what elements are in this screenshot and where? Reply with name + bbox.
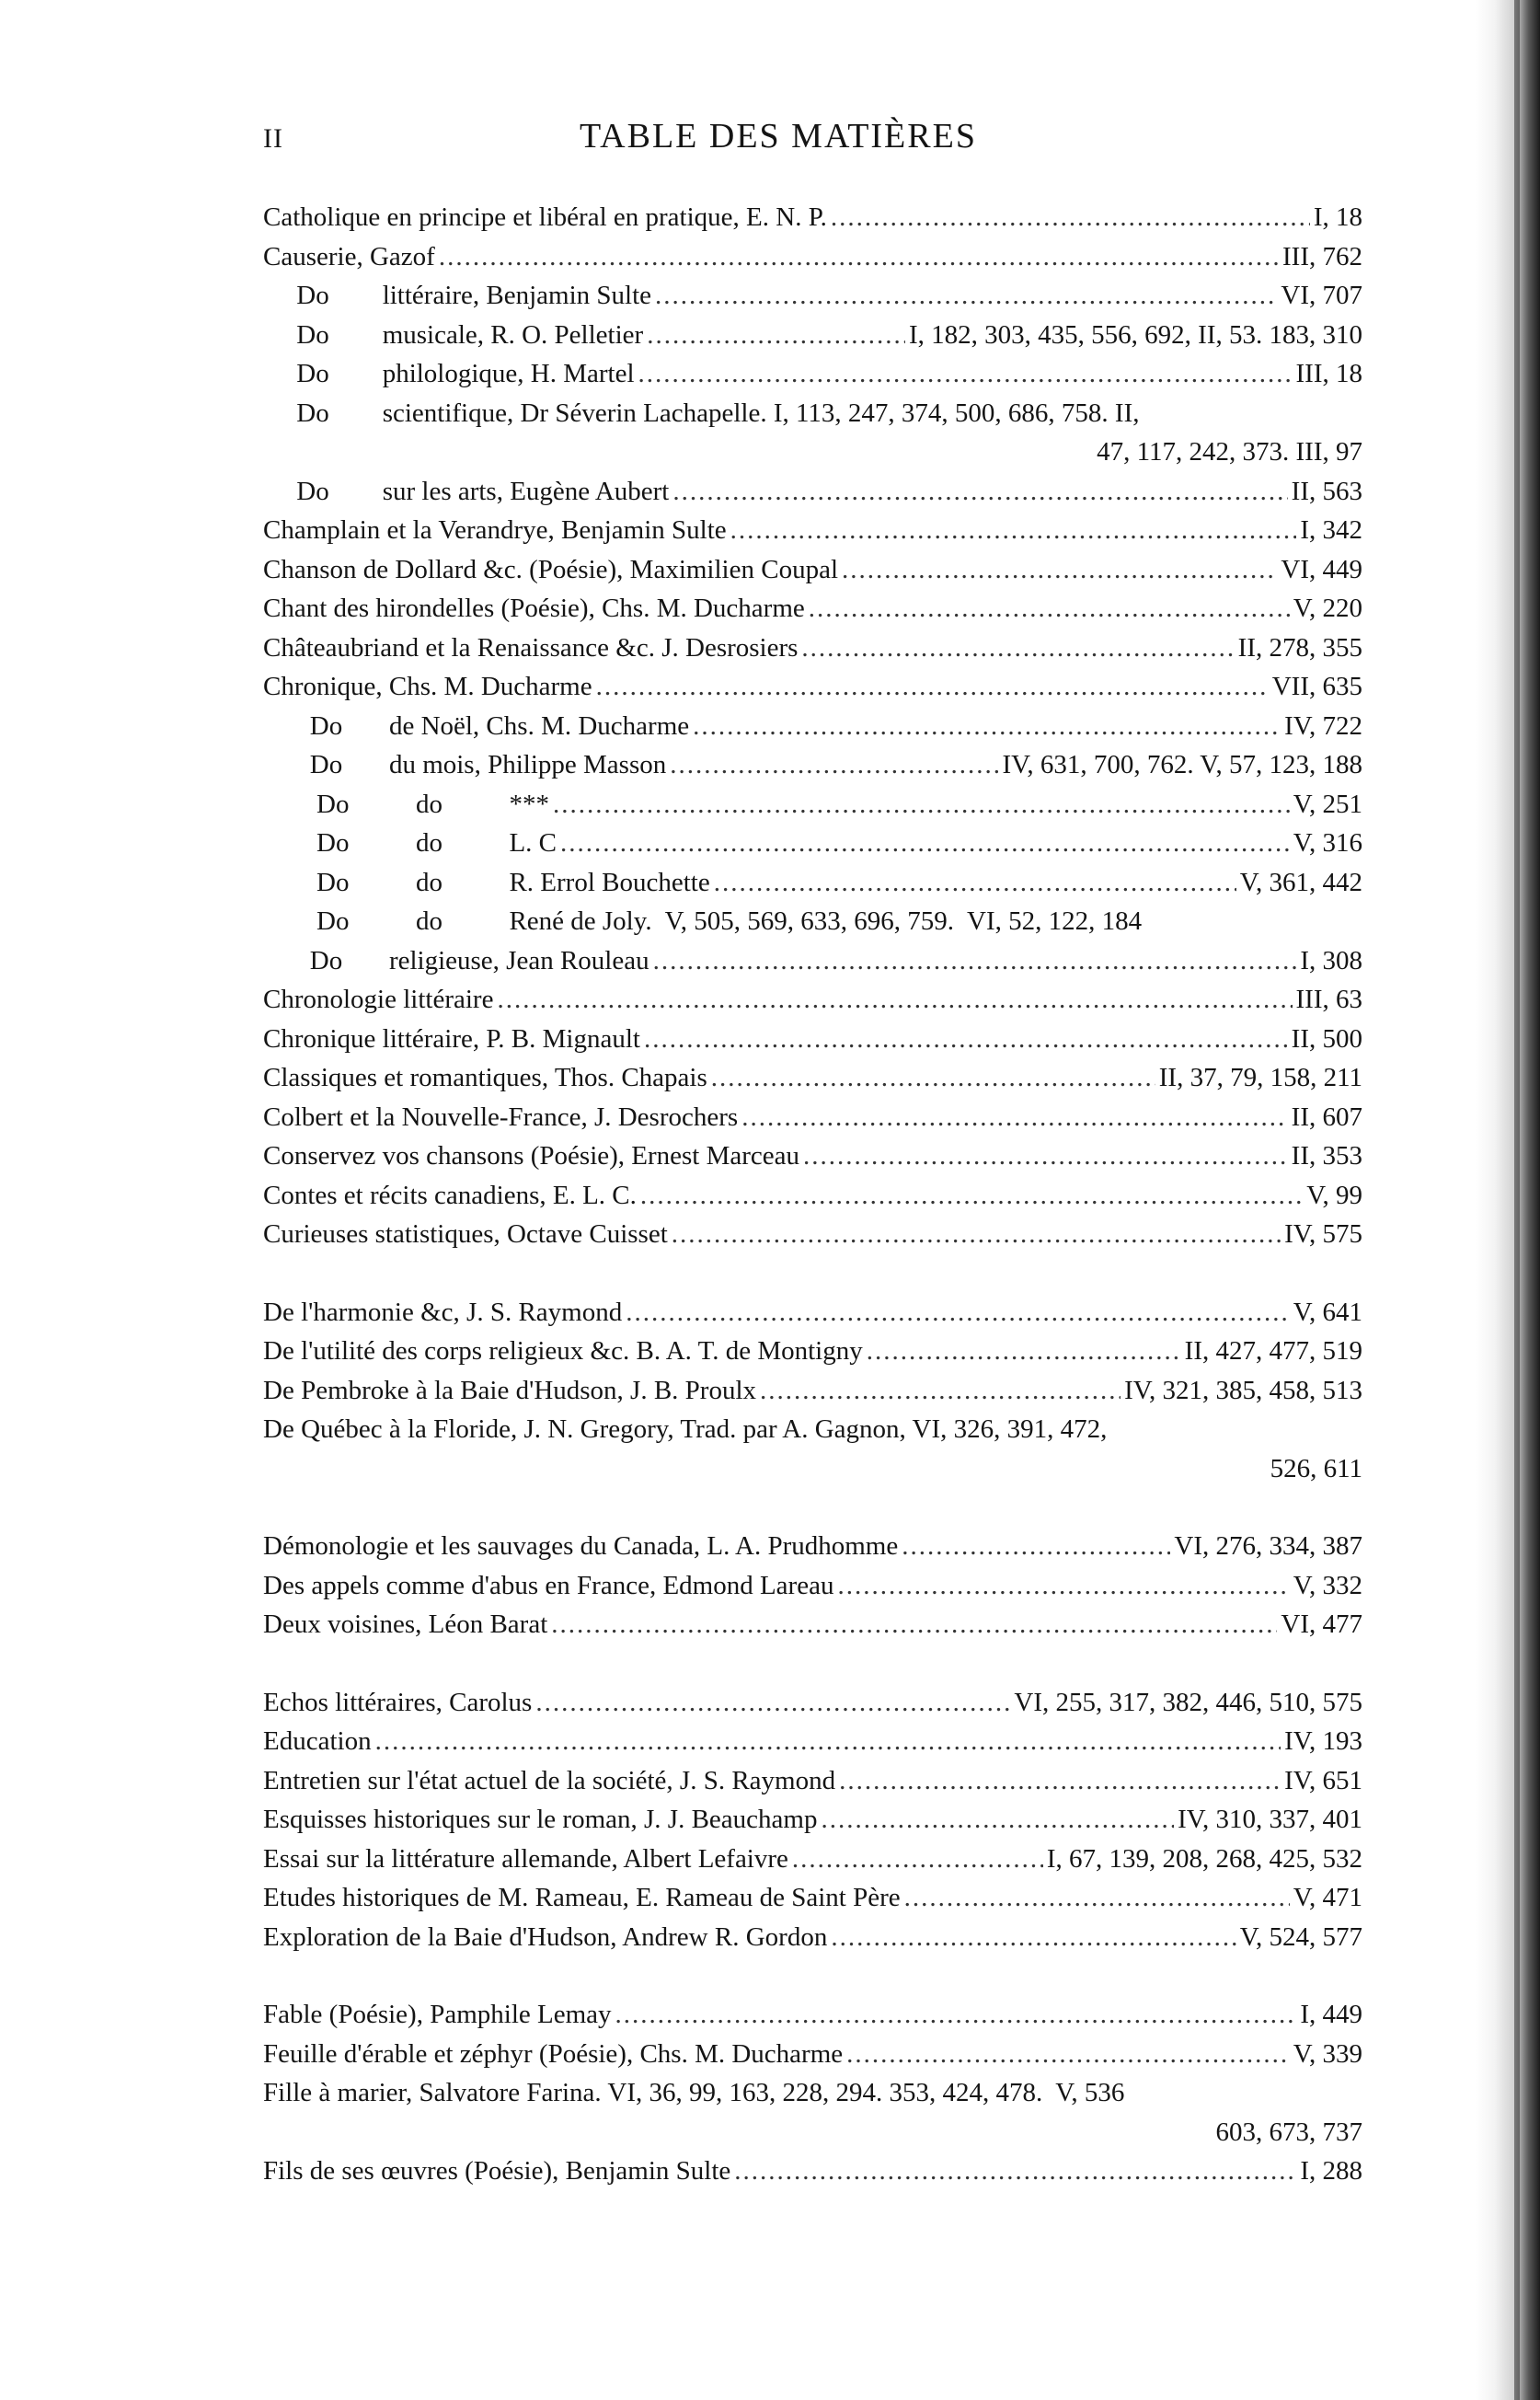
toc-entry — [263, 2035, 1362, 2074]
toc-entry-title: Fable (Poésie), Pamphile Lemay — [263, 2000, 612, 2029]
spine-edge — [1514, 0, 1520, 2400]
toc-entry-title: Deux voisines, Léon Barat — [263, 1610, 548, 1639]
toc-entry — [263, 472, 1362, 512]
toc-entry-title: Châteaubriand et la Renaissance &c. J. Desrosiers — [263, 632, 799, 663]
toc-entry-title: De l'utilité des corps religieux &c. B. A. T. de Montigny — [263, 1336, 863, 1366]
toc-entry-title: Contes et récits canadiens, E. L. C. — [263, 1180, 637, 1210]
toc-entry-pages: IV, 651 — [1284, 1765, 1362, 1795]
toc-entry — [263, 1020, 1362, 1059]
toc-entry-title: Do musicale, R. O. Pelletier — [263, 319, 644, 350]
toc-entry-pages: V, 361, 442 — [1239, 867, 1362, 897]
toc-entry — [263, 1371, 1362, 1411]
dot-leader — [535, 1683, 1010, 1723]
toc-entry-title: De Pembroke à la Baie d'Hudson, J. B. Proulx — [263, 1375, 757, 1405]
toc-entry-pages: I, 342 — [1300, 515, 1362, 545]
dot-leader — [734, 2152, 1296, 2191]
toc-entry-title: Education — [263, 1726, 372, 1756]
toc-entry-title: Entretien sur l'état actuel de la société, J. S. Raymond — [263, 1765, 836, 1795]
toc-entry — [263, 394, 1362, 433]
toc-entry — [263, 1098, 1362, 1137]
dot-leader — [560, 824, 1290, 863]
toc-entry-title: Fille à marier, Salvatore Farina. VI, 36, 99, 163, 228, 294. 353, 424, 478. V, 536 — [263, 2078, 1125, 2107]
toc-entry-pages: I, 18 — [1313, 202, 1362, 232]
toc-entry-title: Essai sur la littérature allemande, Albert Lefaivre — [263, 1843, 788, 1874]
toc-entry — [263, 550, 1362, 590]
toc-entry-pages: V, 220 — [1293, 594, 1362, 623]
toc-entry — [263, 354, 1362, 394]
toc-entry-pages: 603, 673, 737 — [1215, 2117, 1362, 2147]
dot-leader — [375, 1722, 1281, 1761]
dot-leader — [809, 589, 1290, 629]
toc-entry — [263, 1918, 1362, 1957]
toc-entry-pages: III, 18 — [1295, 359, 1362, 388]
toc-entry-continuation — [263, 433, 1362, 472]
dot-leader — [904, 1878, 1290, 1918]
dot-leader — [803, 1137, 1288, 1176]
toc-entry — [263, 1878, 1362, 1918]
dot-leader — [553, 785, 1290, 825]
toc-entry-pages: IV, 193 — [1284, 1726, 1362, 1756]
toc-entry-continuation — [263, 1449, 1362, 1489]
toc-entry — [263, 667, 1362, 707]
toc-entry — [263, 1293, 1362, 1333]
toc-entry-pages: II, 563 — [1291, 476, 1362, 506]
toc-entry-pages: II, 500 — [1291, 1023, 1362, 1054]
dot-leader — [672, 1215, 1281, 1254]
toc-entry-pages: I, 182, 303, 435, 556, 692, II, 53. 183, 310 — [909, 319, 1362, 350]
toc-entry-title: Do scientifique, Dr Séverin Lachapelle. I, 113, 247, 374, 500, 686, 758. II, — [263, 398, 1140, 428]
page-number: II — [263, 123, 283, 154]
toc-entry-title: Exploration de la Baie d'Hudson, Andrew R. Gordon — [263, 1921, 828, 1952]
toc-entry-title: Do sur les arts, Eugène Aubert — [263, 476, 670, 506]
toc-entry — [263, 941, 1362, 981]
dot-leader — [615, 1995, 1297, 2035]
toc-entry-pages: VI, 449 — [1281, 554, 1362, 584]
dot-leader — [831, 1918, 1235, 1957]
dot-leader — [821, 1800, 1174, 1840]
toc-entry-pages: V, 316 — [1293, 828, 1362, 858]
toc-entry — [263, 863, 1362, 903]
toc-entry-title: Chronique littéraire, P. B. Mignault — [263, 1023, 640, 1054]
toc-entry-title: Chanson de Dollard &c. (Poésie), Maximilien Coupal — [263, 554, 839, 584]
toc-entry — [263, 1332, 1362, 1371]
dot-leader — [714, 863, 1236, 903]
toc-entry-title: Catholique en principe et libéral en pratique, E. N. P. — [263, 202, 827, 232]
dot-leader — [626, 1293, 1290, 1333]
toc-entry-pages: IV, 631, 700, 762. V, 57, 123, 188 — [1002, 750, 1362, 779]
dot-leader — [846, 2035, 1290, 2074]
dot-leader — [839, 1761, 1281, 1801]
toc-entry — [263, 1137, 1362, 1176]
toc-entry — [263, 1410, 1362, 1449]
toc-entry — [263, 785, 1362, 825]
dot-leader — [902, 1527, 1170, 1566]
toc-entry-title: Curieuses statistiques, Octave Cuisset — [263, 1219, 668, 1249]
dot-leader — [867, 1332, 1181, 1371]
running-title: TABLE DES MATIÈRES — [580, 117, 977, 156]
toc-entry — [263, 511, 1362, 550]
book-spine-shadow — [1476, 0, 1540, 2400]
toc-entry — [263, 237, 1362, 277]
toc-entry-pages: IV, 575 — [1284, 1219, 1362, 1249]
toc-entry — [263, 902, 1362, 941]
toc-entry-title: Causerie, Gazof — [263, 241, 435, 271]
dot-leader — [647, 316, 905, 355]
dot-leader — [670, 745, 998, 785]
toc-entry-pages: V, 641 — [1293, 1297, 1362, 1327]
toc-entry-pages: II, 278, 355 — [1237, 632, 1362, 663]
toc-entry-pages: I, 288 — [1300, 2156, 1362, 2186]
toc-entry-title: Do do *** — [263, 789, 549, 819]
dot-leader — [831, 198, 1310, 237]
dot-leader — [596, 667, 1269, 707]
dot-leader — [741, 1098, 1287, 1137]
toc-entry-title: Do do René de Joly. V, 505, 569, 633, 696, 759. VI, 52, 122, 184 — [263, 906, 1143, 936]
toc-entry-title: Etudes historiques de M. Rameau, E. Rameau de Saint Père — [263, 1883, 901, 1912]
toc-entry-pages: V, 332 — [1293, 1570, 1362, 1600]
toc-entry — [263, 824, 1362, 863]
toc-entry-title: Colbert et la Nouvelle-France, J. Desrochers — [263, 1102, 739, 1132]
toc-entry — [263, 1215, 1362, 1254]
table-of-contents — [263, 198, 1362, 2191]
toc-entry-title: Echos littéraires, Carolus — [263, 1687, 533, 1717]
dot-leader — [730, 511, 1297, 550]
toc-entry-pages: II, 353 — [1291, 1141, 1362, 1171]
dot-leader — [653, 941, 1297, 981]
toc-entry — [263, 589, 1362, 629]
toc-entry-pages: VI, 707 — [1281, 281, 1362, 310]
toc-entry-title: Champlain et la Verandrye, Benjamin Sulte — [263, 515, 727, 545]
toc-entry-pages: V, 251 — [1293, 789, 1362, 819]
toc-entry — [263, 1722, 1362, 1761]
toc-entry-title: Do religieuse, Jean Rouleau — [263, 945, 649, 975]
dot-leader — [672, 472, 1287, 512]
toc-entry-title: Esquisses historiques sur le roman, J. J. Beauchamp — [263, 1805, 818, 1834]
toc-entry-pages: V, 99 — [1306, 1180, 1362, 1210]
toc-entry — [263, 1058, 1362, 1098]
toc-entry-pages: I, 67, 139, 208, 268, 425, 532 — [1046, 1843, 1362, 1874]
toc-entry — [263, 707, 1362, 746]
dot-leader — [792, 1840, 1043, 1879]
toc-entry-pages: II, 427, 477, 519 — [1184, 1336, 1362, 1366]
toc-entry-title: Conservez vos chansons (Poésie), Ernest Marceau — [263, 1141, 800, 1171]
dot-leader — [551, 1605, 1277, 1644]
toc-entry — [263, 629, 1362, 668]
toc-entry-title: Des appels comme d'abus en France, Edmond Lareau — [263, 1570, 834, 1600]
toc-entry-pages: II, 37, 79, 158, 211 — [1158, 1063, 1362, 1092]
toc-entry-title: Classiques et romantiques, Thos. Chapais — [263, 1063, 707, 1092]
toc-entry — [263, 980, 1362, 1020]
toc-entry-title: Do do R. Errol Bouchette — [263, 867, 710, 897]
toc-entry-title: Fils de ses œuvres (Poésie), Benjamin Sulte — [263, 2156, 731, 2186]
toc-entry — [263, 2152, 1362, 2191]
toc-entry-pages: IV, 321, 385, 458, 513 — [1124, 1375, 1362, 1405]
toc-entry — [263, 1995, 1362, 2035]
dot-leader — [439, 237, 1279, 277]
toc-entry — [263, 276, 1362, 316]
toc-entry-pages: III, 762 — [1282, 241, 1362, 271]
toc-entry — [263, 1761, 1362, 1801]
toc-entry-title: Do do L. C — [263, 828, 557, 858]
toc-entry-pages: 47, 117, 242, 373. III, 97 — [1097, 437, 1362, 467]
toc-entry-pages: III, 63 — [1295, 985, 1362, 1014]
toc-entry-pages: VII, 635 — [1271, 672, 1362, 701]
dot-leader — [693, 707, 1281, 746]
toc-entry — [263, 1527, 1362, 1566]
toc-entry-pages: IV, 722 — [1284, 710, 1362, 741]
toc-entry — [263, 198, 1362, 237]
toc-entry-pages: I, 308 — [1300, 945, 1362, 975]
toc-entry — [263, 1605, 1362, 1644]
toc-entry — [263, 745, 1362, 785]
toc-entry-title: Feuille d'érable et zéphyr (Poésie), Chs. M. Ducharme — [263, 2038, 844, 2069]
toc-entry — [263, 2073, 1362, 2113]
toc-entry-pages: 526, 611 — [1270, 1453, 1362, 1483]
toc-entry-title: Démonologie et les sauvages du Canada, L. A. Prudhomme — [263, 1531, 899, 1561]
toc-entry-title: Do du mois, Philippe Masson — [263, 750, 667, 779]
toc-entry-title: Do de Noël, Chs. M. Ducharme — [263, 710, 690, 741]
toc-entry-continuation — [263, 2113, 1362, 2152]
toc-entry-pages: V, 471 — [1293, 1883, 1362, 1912]
toc-entry-pages: II, 607 — [1291, 1102, 1362, 1132]
toc-entry-title: Chronique, Chs. M. Ducharme — [263, 672, 592, 701]
toc-entry-title: Do philologique, H. Martel — [263, 359, 635, 388]
toc-entry-title: De l'harmonie &c, J. S. Raymond — [263, 1297, 623, 1327]
dot-leader — [655, 276, 1277, 316]
toc-entry-pages: V, 524, 577 — [1239, 1921, 1362, 1952]
dot-leader — [842, 550, 1277, 590]
toc-entry-pages: IV, 310, 337, 401 — [1178, 1805, 1362, 1834]
toc-entry-title: De Québec à la Floride, J. N. Gregory, Trad. par A. Gagnon, VI, 326, 391, 472, — [263, 1414, 1108, 1444]
toc-entry — [263, 1683, 1362, 1723]
toc-entry — [263, 1840, 1362, 1879]
toc-entry-title: Chronologie littéraire — [263, 985, 494, 1014]
dot-leader — [760, 1371, 1121, 1411]
dot-leader — [644, 1020, 1288, 1059]
toc-entry-pages: I, 449 — [1300, 2000, 1362, 2029]
toc-entry — [263, 1566, 1362, 1606]
toc-entry-pages: VI, 276, 334, 387 — [1174, 1531, 1362, 1561]
dot-leader — [638, 354, 1293, 394]
dot-leader — [801, 629, 1234, 668]
dot-leader — [711, 1058, 1155, 1098]
dot-leader — [640, 1176, 1303, 1216]
toc-entry-pages: VI, 477 — [1281, 1610, 1362, 1639]
dot-leader — [837, 1566, 1289, 1606]
toc-entry — [263, 1800, 1362, 1840]
dot-leader — [497, 980, 1292, 1020]
toc-entry-pages: VI, 255, 317, 382, 446, 510, 575 — [1014, 1687, 1362, 1717]
toc-entry-pages: V, 339 — [1293, 2038, 1362, 2069]
toc-entry — [263, 316, 1362, 355]
toc-entry-title: Chant des hirondelles (Poésie), Chs. M. Ducharme — [263, 594, 805, 623]
toc-entry — [263, 1176, 1362, 1216]
toc-entry-title: Do littéraire, Benjamin Sulte — [263, 281, 652, 310]
